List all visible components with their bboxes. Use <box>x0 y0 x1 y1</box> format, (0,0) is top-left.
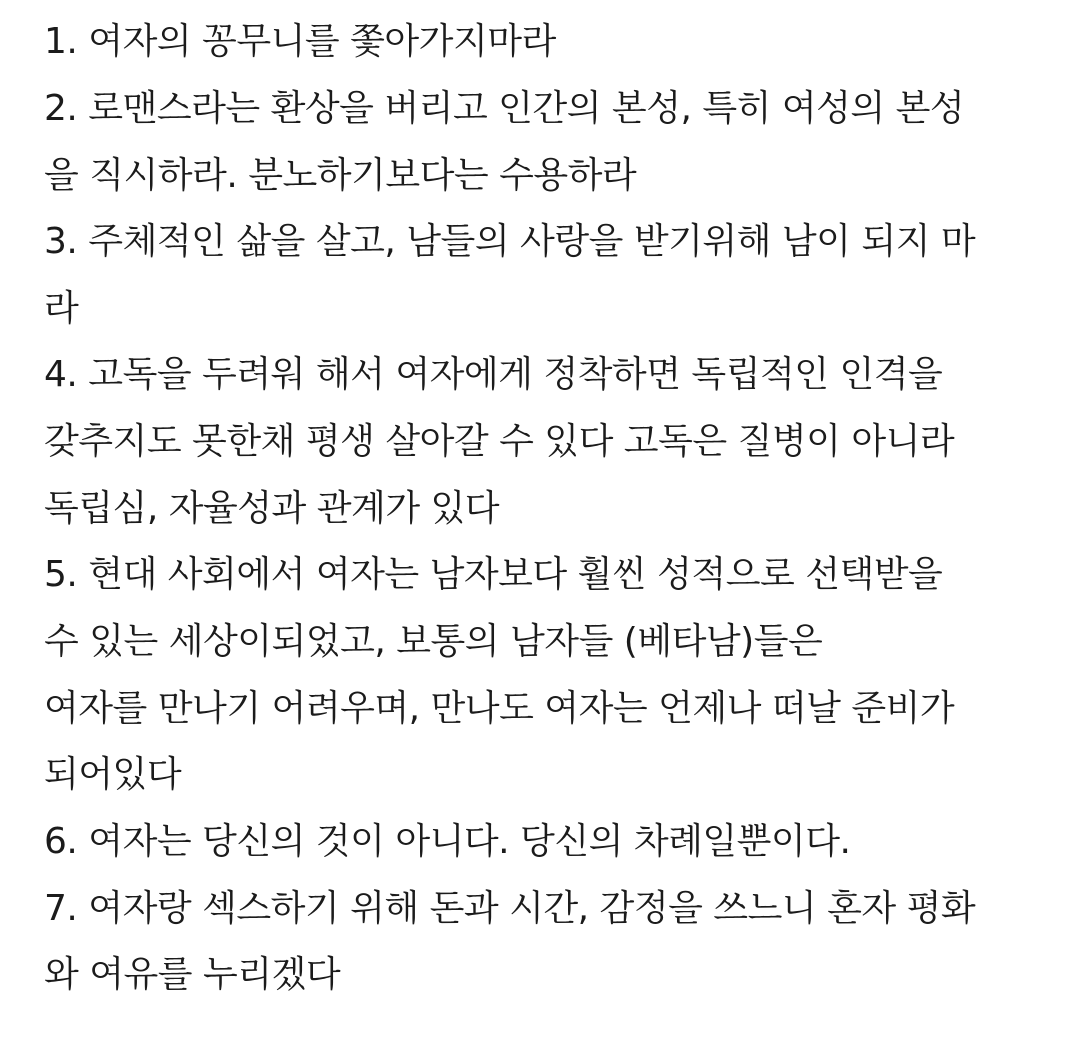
text-line-item-5-cont-3: 되어있다 <box>44 754 182 795</box>
text-line-item-5-start: 5. 현대 사회에서 여자는 남자보다 훨씬 성적으로 선택받을 <box>44 554 943 595</box>
text-line-item-5-cont-1: 수 있는 세상이되었고, 보통의 남자들 (베타남)들은 <box>44 621 823 662</box>
text-line-item-2-cont: 을 직시하라. 분노하기보다는 수용하라 <box>44 155 637 196</box>
text-line-item-7-start: 7. 여자랑 섹스하기 위해 돈과 시간, 감정을 쓰느니 혼자 평화 <box>44 888 976 929</box>
text-line-item-4-cont-2: 독립심, 자율성과 관계가 있다 <box>44 488 500 529</box>
text-line-item-7-cont: 와 여유를 누리겠다 <box>44 954 341 995</box>
text-line-item-4-start: 4. 고독을 두려워 해서 여자에게 정착하면 독립적인 인격을 <box>44 354 943 395</box>
text-line-item-6: 6. 여자는 당신의 것이 아니다. 당신의 차례일뿐이다. <box>44 821 851 862</box>
text-line-item-2-start: 2. 로맨스라는 환상을 버리고 인간의 본성, 특히 여성의 본성 <box>44 88 965 129</box>
text-line-item-4-cont-1: 갖추지도 못한채 평생 살아갈 수 있다 고독은 질병이 아니라 <box>44 421 955 462</box>
text-line-item-3-cont: 라 <box>44 288 79 329</box>
text-line-item-5-cont-2: 여자를 만나기 어려우며, 만나도 여자는 언제나 떠날 준비가 <box>44 688 955 729</box>
text-line-item-1: 1. 여자의 꽁무니를 쫓아가지마라 <box>44 21 556 62</box>
text-line-item-3-start: 3. 주체적인 삶을 살고, 남들의 사랑을 받기위해 남이 되지 마 <box>44 221 976 262</box>
